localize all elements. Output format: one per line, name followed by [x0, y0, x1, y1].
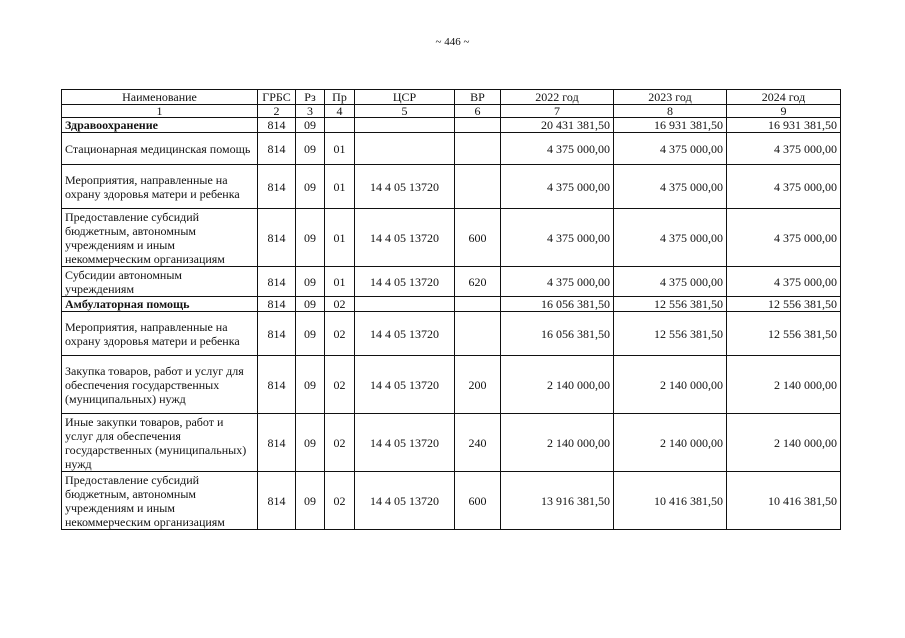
- cell-pr: 01: [325, 267, 355, 297]
- cell-rz: 09: [296, 414, 325, 472]
- cell-2024: 4 375 000,00: [727, 133, 841, 165]
- col-number: 3: [296, 105, 325, 118]
- cell-grbs: 814: [258, 118, 296, 133]
- cell-2022: 4 375 000,00: [501, 209, 614, 267]
- cell-grbs: 814: [258, 356, 296, 414]
- cell-rz: 09: [296, 118, 325, 133]
- cell-pr: 01: [325, 209, 355, 267]
- col-header-vr: ВР: [455, 90, 501, 105]
- cell-pr: 02: [325, 472, 355, 530]
- cell-vr: [455, 312, 501, 356]
- cell-2023: 10 416 381,50: [614, 472, 727, 530]
- cell-pr: 02: [325, 312, 355, 356]
- cell-csr: 14 4 05 13720: [355, 414, 455, 472]
- cell-2024: 2 140 000,00: [727, 414, 841, 472]
- cell-pr: 01: [325, 133, 355, 165]
- col-number: 1: [62, 105, 258, 118]
- cell-name: Амбулаторная помощь: [62, 297, 258, 312]
- cell-rz: 09: [296, 133, 325, 165]
- cell-rz: 09: [296, 209, 325, 267]
- cell-grbs: 814: [258, 165, 296, 209]
- cell-rz: 09: [296, 312, 325, 356]
- table-row: [62, 356, 841, 414]
- table-row: [62, 297, 841, 312]
- cell-name: Мероприятия, направленные на охрану здоровья матери и ребенка: [62, 165, 258, 209]
- cell-2023: 2 140 000,00: [614, 414, 727, 472]
- cell-2022: 20 431 381,50: [501, 118, 614, 133]
- cell-2022: 4 375 000,00: [501, 165, 614, 209]
- col-number: 4: [325, 105, 355, 118]
- column-number-row: [62, 105, 841, 118]
- table-row: [62, 118, 841, 133]
- col-header-grbs: ГРБС: [258, 90, 296, 105]
- cell-name: Иные закупки товаров, работ и услуг для обеспечения государственных (муниципальных) нужд: [62, 414, 258, 472]
- cell-2023: 12 556 381,50: [614, 312, 727, 356]
- cell-csr: 14 4 05 13720: [355, 209, 455, 267]
- cell-grbs: 814: [258, 267, 296, 297]
- cell-2024: 4 375 000,00: [727, 267, 841, 297]
- table-row: [62, 165, 841, 209]
- cell-vr: [455, 133, 501, 165]
- cell-2022: 4 375 000,00: [501, 133, 614, 165]
- cell-2023: 2 140 000,00: [614, 356, 727, 414]
- cell-2023: 16 931 381,50: [614, 118, 727, 133]
- cell-2023: 4 375 000,00: [614, 133, 727, 165]
- cell-rz: 09: [296, 267, 325, 297]
- cell-vr: 200: [455, 356, 501, 414]
- col-header-2024: 2024 год: [727, 90, 841, 105]
- cell-rz: 09: [296, 356, 325, 414]
- table-row: [62, 414, 841, 472]
- cell-grbs: 814: [258, 209, 296, 267]
- col-number: 8: [614, 105, 727, 118]
- table-row: [62, 209, 841, 267]
- table-row: [62, 472, 841, 530]
- cell-grbs: 814: [258, 414, 296, 472]
- cell-name: Предоставление субсидий бюджетным, автономным учреждениям и иным некоммерческим организациям: [62, 472, 258, 530]
- cell-2022: 2 140 000,00: [501, 356, 614, 414]
- cell-2024: 12 556 381,50: [727, 297, 841, 312]
- cell-2023: 4 375 000,00: [614, 209, 727, 267]
- cell-2023: 4 375 000,00: [614, 165, 727, 209]
- cell-2024: 10 416 381,50: [727, 472, 841, 530]
- col-header-2022: 2022 год: [501, 90, 614, 105]
- cell-2022: 4 375 000,00: [501, 267, 614, 297]
- cell-2024: 4 375 000,00: [727, 165, 841, 209]
- cell-csr: [355, 118, 455, 133]
- cell-2023: 4 375 000,00: [614, 267, 727, 297]
- cell-2022: 2 140 000,00: [501, 414, 614, 472]
- cell-rz: 09: [296, 165, 325, 209]
- cell-csr: [355, 133, 455, 165]
- cell-2022: 16 056 381,50: [501, 297, 614, 312]
- cell-2024: 2 140 000,00: [727, 356, 841, 414]
- col-header-name: Наименование: [62, 90, 258, 105]
- cell-name: Предоставление субсидий бюджетным, автономным учреждениям и иным некоммерческим организациям: [62, 209, 258, 267]
- table-row: [62, 267, 841, 297]
- col-header-rz: Рз: [296, 90, 325, 105]
- cell-csr: 14 4 05 13720: [355, 472, 455, 530]
- col-header-pr: Пр: [325, 90, 355, 105]
- cell-grbs: 814: [258, 472, 296, 530]
- cell-vr: [455, 165, 501, 209]
- col-number: 7: [501, 105, 614, 118]
- cell-vr: [455, 118, 501, 133]
- cell-name: Здравоохранение: [62, 118, 258, 133]
- cell-csr: 14 4 05 13720: [355, 312, 455, 356]
- budget-table: [61, 89, 841, 530]
- cell-csr: [355, 297, 455, 312]
- cell-rz: 09: [296, 472, 325, 530]
- col-number: 2: [258, 105, 296, 118]
- col-number: 6: [455, 105, 501, 118]
- cell-vr: 240: [455, 414, 501, 472]
- table-row: [62, 312, 841, 356]
- cell-name: Мероприятия, направленные на охрану здоровья матери и ребенка: [62, 312, 258, 356]
- cell-pr: 02: [325, 297, 355, 312]
- col-number: 5: [355, 105, 455, 118]
- cell-rz: 09: [296, 297, 325, 312]
- cell-vr: 620: [455, 267, 501, 297]
- cell-name: Стационарная медицинская помощь: [62, 133, 258, 165]
- col-header-2023: 2023 год: [614, 90, 727, 105]
- cell-grbs: 814: [258, 133, 296, 165]
- cell-grbs: 814: [258, 297, 296, 312]
- cell-2024: 16 931 381,50: [727, 118, 841, 133]
- cell-name: Закупка товаров, работ и услуг для обеспечения государственных (муниципальных) нужд: [62, 356, 258, 414]
- cell-2024: 12 556 381,50: [727, 312, 841, 356]
- cell-csr: 14 4 05 13720: [355, 165, 455, 209]
- cell-csr: 14 4 05 13720: [355, 267, 455, 297]
- col-number: 9: [727, 105, 841, 118]
- cell-pr: 02: [325, 414, 355, 472]
- cell-vr: 600: [455, 472, 501, 530]
- cell-2023: 12 556 381,50: [614, 297, 727, 312]
- cell-name: Субсидии автономным учреждениям: [62, 267, 258, 297]
- cell-2024: 4 375 000,00: [727, 209, 841, 267]
- cell-pr: 01: [325, 165, 355, 209]
- header-row: [62, 90, 841, 105]
- page-number: ~ 446 ~: [435, 36, 470, 48]
- cell-grbs: 814: [258, 312, 296, 356]
- cell-pr: [325, 118, 355, 133]
- col-header-csr: ЦСР: [355, 90, 455, 105]
- cell-pr: 02: [325, 356, 355, 414]
- cell-2022: 13 916 381,50: [501, 472, 614, 530]
- cell-vr: [455, 297, 501, 312]
- cell-csr: 14 4 05 13720: [355, 356, 455, 414]
- cell-vr: 600: [455, 209, 501, 267]
- cell-2022: 16 056 381,50: [501, 312, 614, 356]
- table-row: [62, 133, 841, 165]
